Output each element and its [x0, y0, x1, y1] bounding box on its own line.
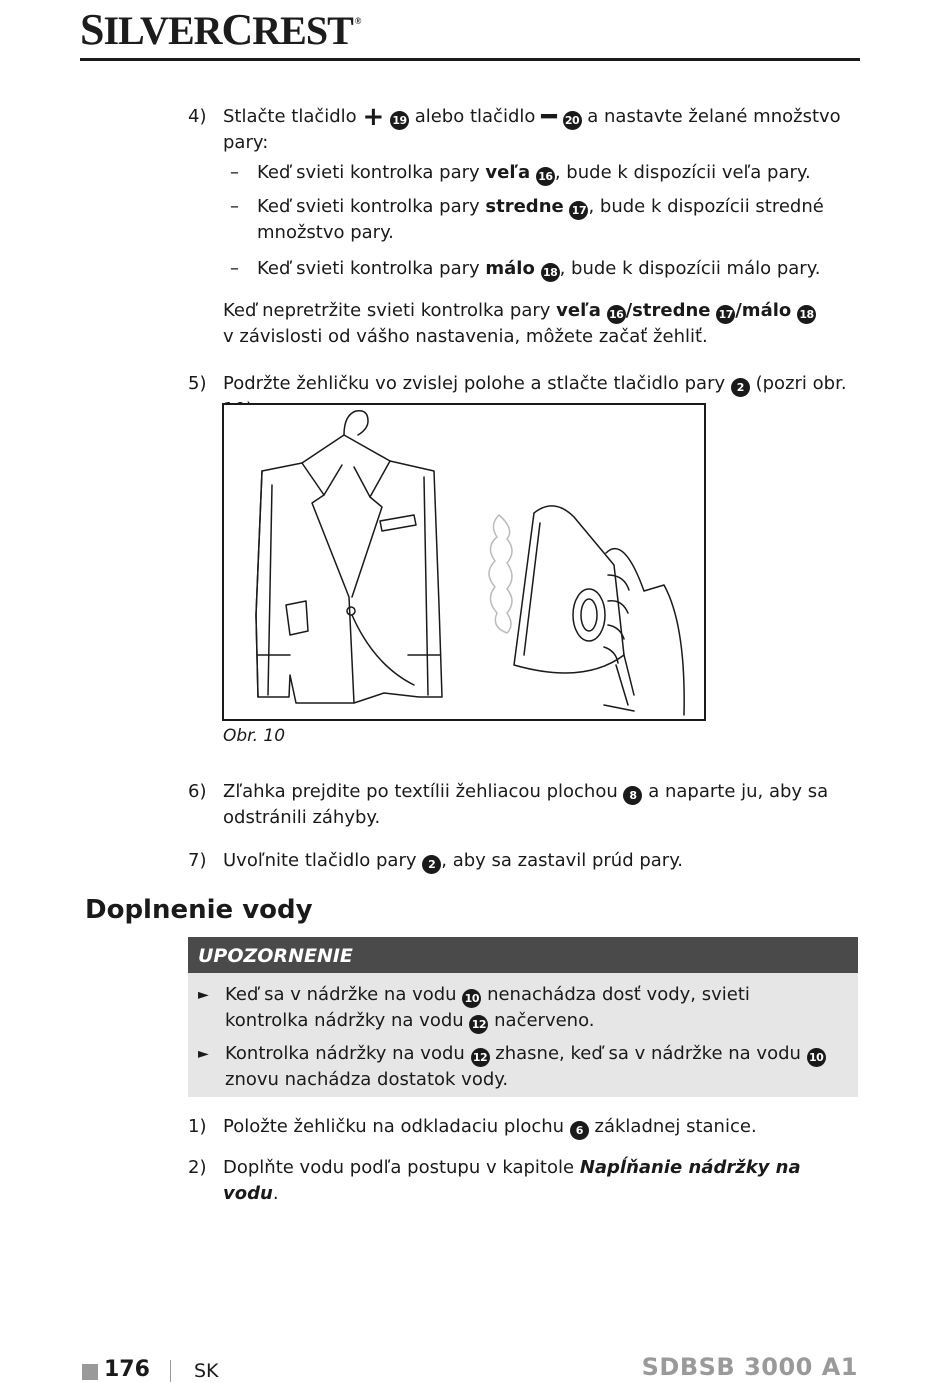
model-number: SDBSB 3000 A1 [641, 1353, 858, 1381]
refill-step-2-text: Doplňte vodu podľa postupu v kapitole Napĺňanie nádržky na vodu. [223, 1157, 801, 1204]
step-6-number: 6) [188, 781, 207, 802]
plus-icon: + [362, 102, 385, 132]
step-6-text: Zľahka prejdite po textílii žehliacou plochou 8 a naparte ju, aby sa odstránili záhyby. [223, 781, 829, 828]
refill-step-2-number: 2) [188, 1157, 207, 1178]
callout-19: 19 [390, 111, 409, 130]
footer-square [82, 1364, 98, 1380]
step-4-text: Stlačte tlačidlo + 19 alebo tlačidlo ━ 20 a nastavte želané množstvo pary: [223, 102, 841, 153]
step-7-text: Uvoľnite tlačidlo pary 2 , aby sa zastavil prúd pary. [223, 848, 859, 874]
notice-box: ► Keď sa v nádržke na vodu 10 nenachádza dosť vody, svieti kontrolka nádržky na vodu 12 načerveno. ► Kontrolka nádržky na vodu 12 zhasne, keď sa v nádržke na vodu 10 znovu nachádza dostatok vody. [188, 973, 858, 1097]
language-code: SK [194, 1360, 219, 1382]
step-5-text: Podržte žehličku vo zvislej polohe a stlačte tlačidlo pary 2 (pozri obr. [223, 371, 873, 423]
minus-icon: ━ [541, 102, 557, 132]
step-7-number: 7) [188, 850, 207, 871]
callout-20: 20 [563, 111, 582, 130]
brand-logo: SILVERCREST ® [80, 5, 361, 54]
arrow-icon: ► [198, 987, 209, 1003]
illustration-jacket-steam-iron [222, 403, 706, 721]
page-number: 176 [104, 1357, 150, 1382]
refill-step-1-text: Položte žehličku na odkladaciu plochu 6 základnej stanice. [223, 1114, 859, 1140]
arrow-icon: ► [198, 1046, 209, 1062]
step-4-number: 4) [188, 106, 207, 127]
refill-step-1-number: 1) [188, 1116, 207, 1137]
footer-divider [170, 1360, 171, 1382]
header-rule [80, 58, 860, 61]
notice-heading: UPOZORNENIE [188, 937, 858, 973]
step-5-number: 5) [188, 373, 207, 394]
figure-caption: Obr. 10 [223, 726, 286, 746]
jacket-iron-drawing [224, 405, 704, 719]
step-4-paragraph: Keď nepretržite svieti kontrolka pary veľa 16 /stredne 17 /málo 18 v závislosti od vášho nastavenia, môžete začať žehliť. [223, 298, 823, 350]
section-heading: Doplnenie vody [85, 895, 313, 925]
